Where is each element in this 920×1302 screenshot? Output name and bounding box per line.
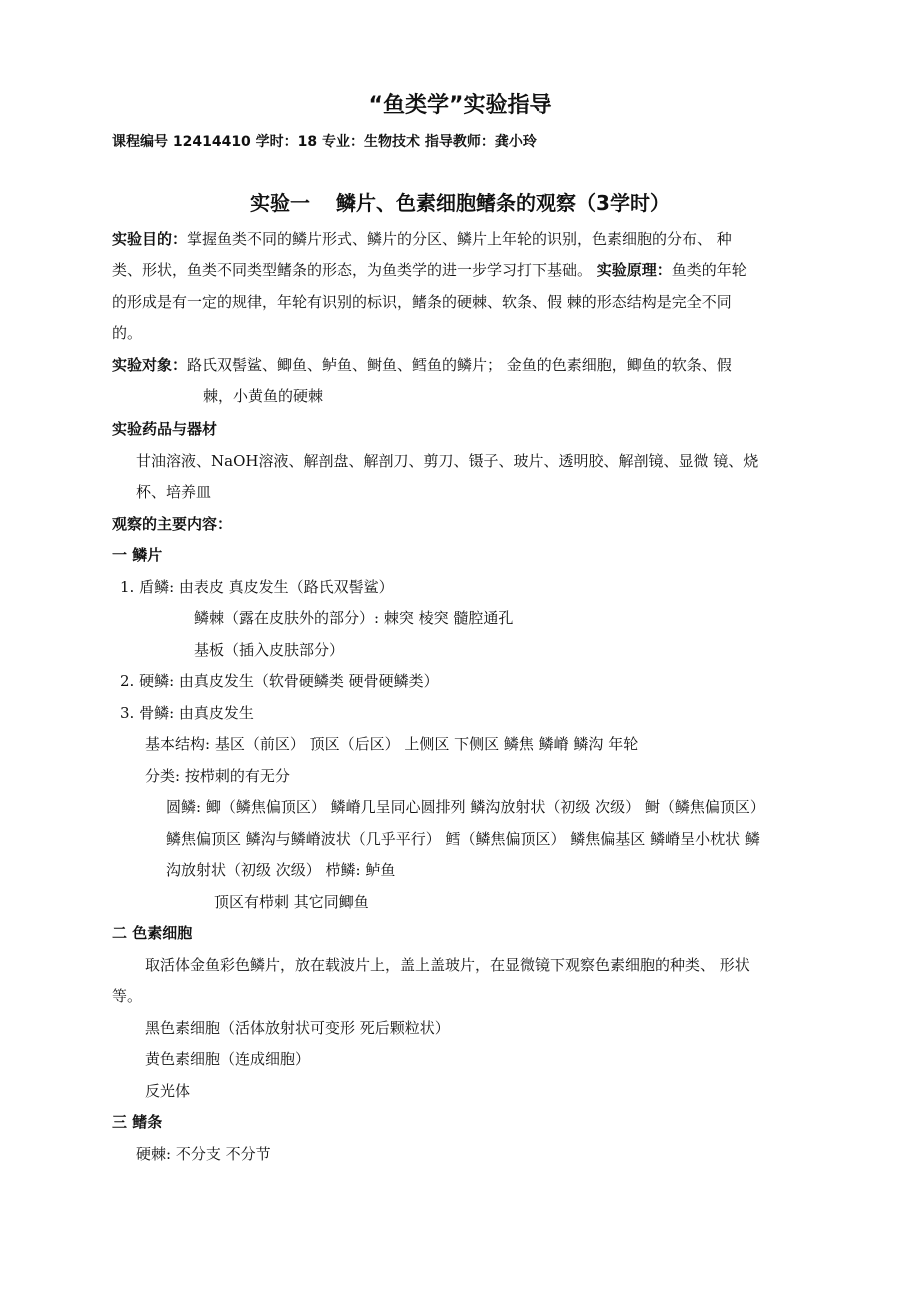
section-1-heading: 一 鳞片 xyxy=(112,546,163,564)
scale-ctenoid: 顶区有栉刺 其它同鲫鱼 xyxy=(214,893,369,911)
object-line-2: 棘，小黄鱼的硬棘 xyxy=(203,387,324,405)
scale-bony-structure: 基本结构: 基区（前区） 顶区（后区） 上侧区 下侧区 鳞焦 鳞嵴 鳞沟 年轮 xyxy=(145,735,639,753)
scale-cycloid-line-1: 圆鳞: 鲫（鳞焦偏顶区） 鳞嵴几呈同心圆排列 鳞沟放射状（初级 次级） 鲥（鳞焦偏顶区） xyxy=(166,798,765,816)
pigment-line-1: 取活体金鱼彩色鳞片，放在载波片上，盖上盖玻片，在显微镜下观察色素细胞的种类、 形状 xyxy=(145,956,750,974)
scale-placoid-spine: 鳞棘（露在皮肤外的部分）: 棘突 棱突 髓腔通孔 xyxy=(194,609,514,627)
principle-text-1: 鱼类的年轮 xyxy=(671,261,747,279)
principle-line-3: 的形成是有一定的规律，年轮有识别的标识，鳍条的硬棘、软条、假 棘的形态结构是完全不同 xyxy=(112,293,732,311)
principle-line-4: 的。 xyxy=(112,324,143,342)
scale-placoid-base: 基板（插入皮肤部分） xyxy=(194,641,345,659)
section-3-heading: 三 鳍条 xyxy=(112,1113,163,1131)
materials-line-2: 杯、培养皿 xyxy=(136,483,212,501)
purpose-line-2 xyxy=(112,260,747,280)
object-line-1 xyxy=(112,355,732,375)
object-text-1: 路氏双髻鲨、鲫鱼、鲈鱼、鲥鱼、鳕鱼的鳞片； 金鱼的色素细胞，鲫鱼的软条、假 xyxy=(187,356,732,374)
experiment-name: 鳞片、色素细胞鳍条的观察（3学时） xyxy=(336,191,670,215)
scale-cycloid-line-2: 鳞焦偏顶区 鳞沟与鳞嵴波状（几乎平行） 鳕（鳞焦偏顶区） 鳞焦偏基区 鳞嵴呈小枕状 鳞 xyxy=(166,830,760,848)
principle-label: 实验原理： xyxy=(596,261,672,279)
pigment-line-2: 等。 xyxy=(112,987,143,1005)
scale-placoid: 1. 盾鳞: 由表皮 真皮发生（路氏双髻鲨） xyxy=(120,578,394,596)
experiment-number: 实验一 xyxy=(250,191,311,215)
materials-label: 实验药品与器材 xyxy=(112,420,218,438)
pigment-iridophore: 反光体 xyxy=(145,1082,191,1100)
purpose-line-1 xyxy=(112,229,732,249)
scale-bony-classification: 分类: 按栉刺的有无分 xyxy=(145,767,290,785)
section-2-heading: 二 色素细胞 xyxy=(112,924,193,942)
document-title: “鱼类学”实验指导 xyxy=(368,93,552,118)
course-info: 课程编号 12414410 学时：18 专业：生物技术 指导教师：龚小玲 xyxy=(112,134,537,150)
scale-ganoid: 2. 硬鳞: 由真皮发生（软骨硬鳞类 硬骨硬鳞类） xyxy=(120,672,439,690)
purpose-text-2: 类、形状，鱼类不同类型鳍条的形态，为鱼类学的进一步学习打下基础。 xyxy=(112,261,597,279)
purpose-label: 实验目的： xyxy=(112,230,188,248)
scale-cycloid-line-3: 沟放射状（初级 次级） 栉鳞: 鲈鱼 xyxy=(166,861,396,879)
content-label: 观察的主要内容： xyxy=(112,515,233,533)
pigment-xanthophore: 黄色素细胞（连成细胞） xyxy=(145,1050,311,1068)
experiment-title xyxy=(0,190,920,216)
fin-spine: 硬棘: 不分支 不分节 xyxy=(136,1145,271,1163)
scale-bony: 3. 骨鳞: 由真皮发生 xyxy=(120,704,254,722)
pigment-melanophore: 黑色素细胞（活体放射状可变形 死后颗粒状） xyxy=(145,1019,450,1037)
materials-line-1: 甘油溶液、NaOH溶液、解剖盘、解剖刀、剪刀、镊子、玻片、透明胶、解剖镜、显微 镜、烧 xyxy=(136,452,759,470)
purpose-text-1: 掌握鱼类不同的鳞片形式、鳞片的分区、鳞片上年轮的识别，色素细胞的分布、 种 xyxy=(187,230,732,248)
object-label: 实验对象： xyxy=(112,356,188,374)
